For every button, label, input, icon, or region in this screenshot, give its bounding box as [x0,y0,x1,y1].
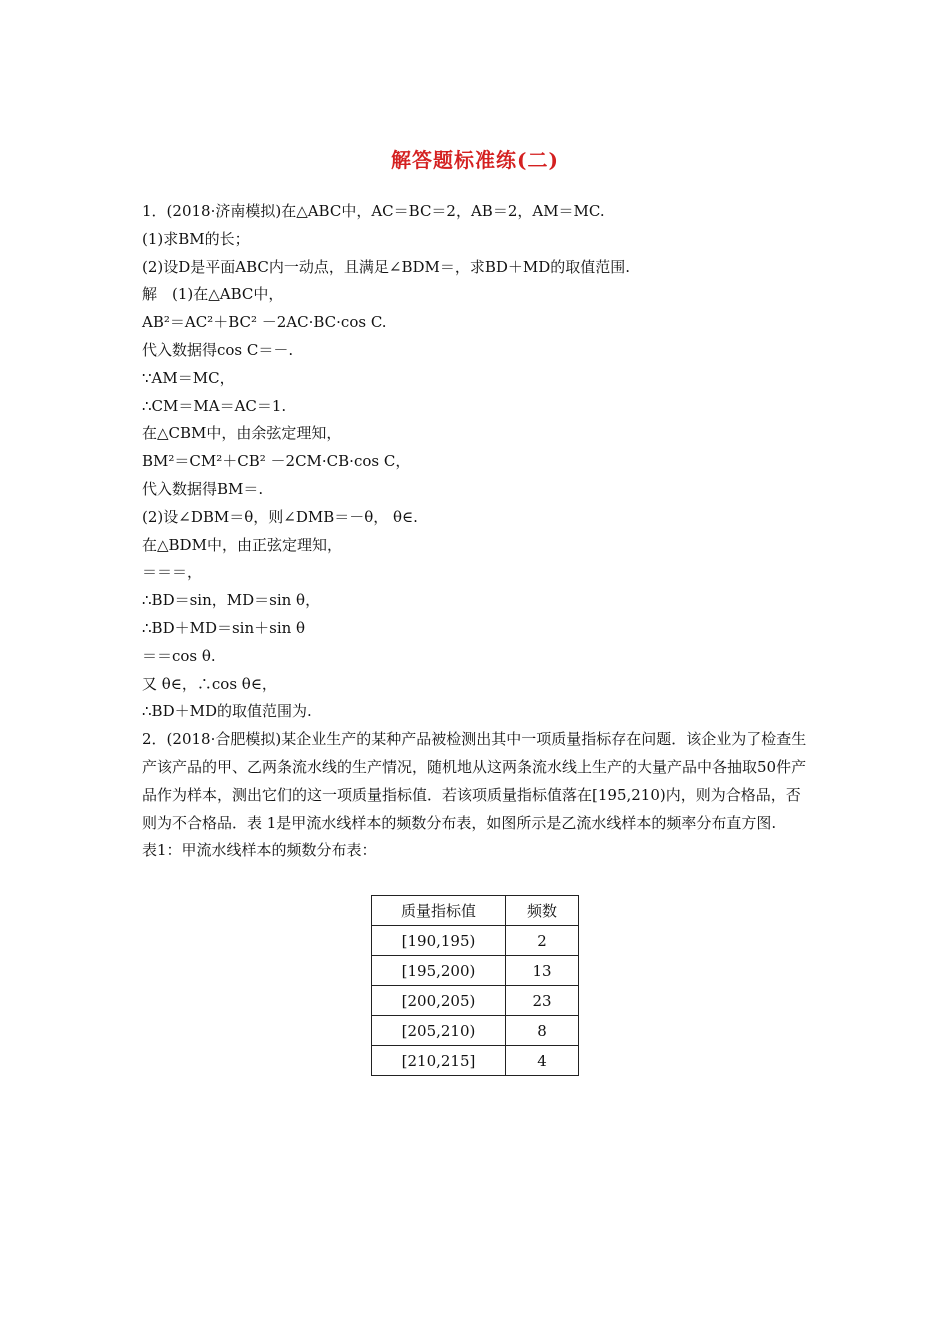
solution-line: BM²＝CM²＋CB² －2CM·CB·cos C， [142,452,411,471]
solution-line: (2)设∠DBM＝θ，则∠DMB＝－θ， θ∈. [142,507,418,526]
table-row [372,986,579,1016]
table-row [372,1016,579,1046]
table-row [372,956,579,986]
solution-line: 在△BDM中，由正弦定理知， [142,535,342,554]
solution-line: ∴BD＋MD的取值范围为. [142,702,312,721]
table-cell: [205,210) [372,1016,506,1046]
table-caption: 表1：甲流水线样本的频数分布表： [142,841,377,860]
document-body [142,198,812,865]
problem1-part1: (1)求BM的长； [142,229,250,248]
table-cell: [210,215] [372,1046,506,1076]
table-cell: [200,205) [372,986,506,1016]
problem2-statement: 2．(2018·合肥模拟)某企业生产的某种产品被检测出其中一项质量指标存在问题．该企业为了检查生产该产品的甲、乙两条流水线的生产情况，随机地从这两条流水线上生产的大量产品中各抽取50件产品作为样本，测出它们的这一项质量指标值．若该项质量指标值落在[195,210)内，则为合格品，否则为不合格品．表 1是甲流水线样本的频数分布表，如图所示是乙流水线样本的频率分布直方图. [142,730,807,832]
solution-line: ∵AM＝MC， [142,368,235,387]
page-title: 解答题标准练(二) [391,148,559,172]
solution-line: 又 θ∈，∴cos θ∈， [142,674,277,693]
solution-line: 在△CBM中，由余弦定理知， [142,424,342,443]
table-cell: 13 [506,956,579,986]
table-header: 质量指标值 [372,896,506,926]
solution-line: ＝＝cos θ. [142,646,216,665]
table-cell: 2 [506,926,579,956]
table-header: 频数 [506,896,579,926]
solution-line: ∴BD＝sin，MD＝sin θ， [142,591,321,610]
table-header-row [372,896,579,926]
solution-line: 代入数据得BM＝. [142,479,264,498]
table-cell: 23 [506,986,579,1016]
table-cell: 8 [506,1016,579,1046]
problem1-part2: (2)设D是平面ABC内一动点，且满足∠BDM＝，求BD＋MD的取值范围. [142,257,631,276]
table-row [372,926,579,956]
solution-line: 代入数据得cos C＝－. [142,340,294,359]
solution-line: ∴CM＝MA＝AC＝1. [142,396,287,415]
table-cell: [195,200) [372,956,506,986]
table-row [372,1046,579,1076]
problem1-statement: 1．(2018·济南模拟)在△ABC中，AC＝BC＝2，AB＝2，AM＝MC. [142,202,605,220]
solution-line: 解 (1)在△ABC中， [142,285,284,304]
solution-line: ∴BD＋MD＝sin＋sin θ [142,618,306,637]
table-cell: [190,195) [372,926,506,956]
table-cell: 4 [506,1046,579,1076]
solution-line: ＝＝＝， [142,563,203,582]
solution-line: AB²＝AC²＋BC² －2AC·BC·cos C. [142,313,387,332]
frequency-table [371,895,579,1076]
